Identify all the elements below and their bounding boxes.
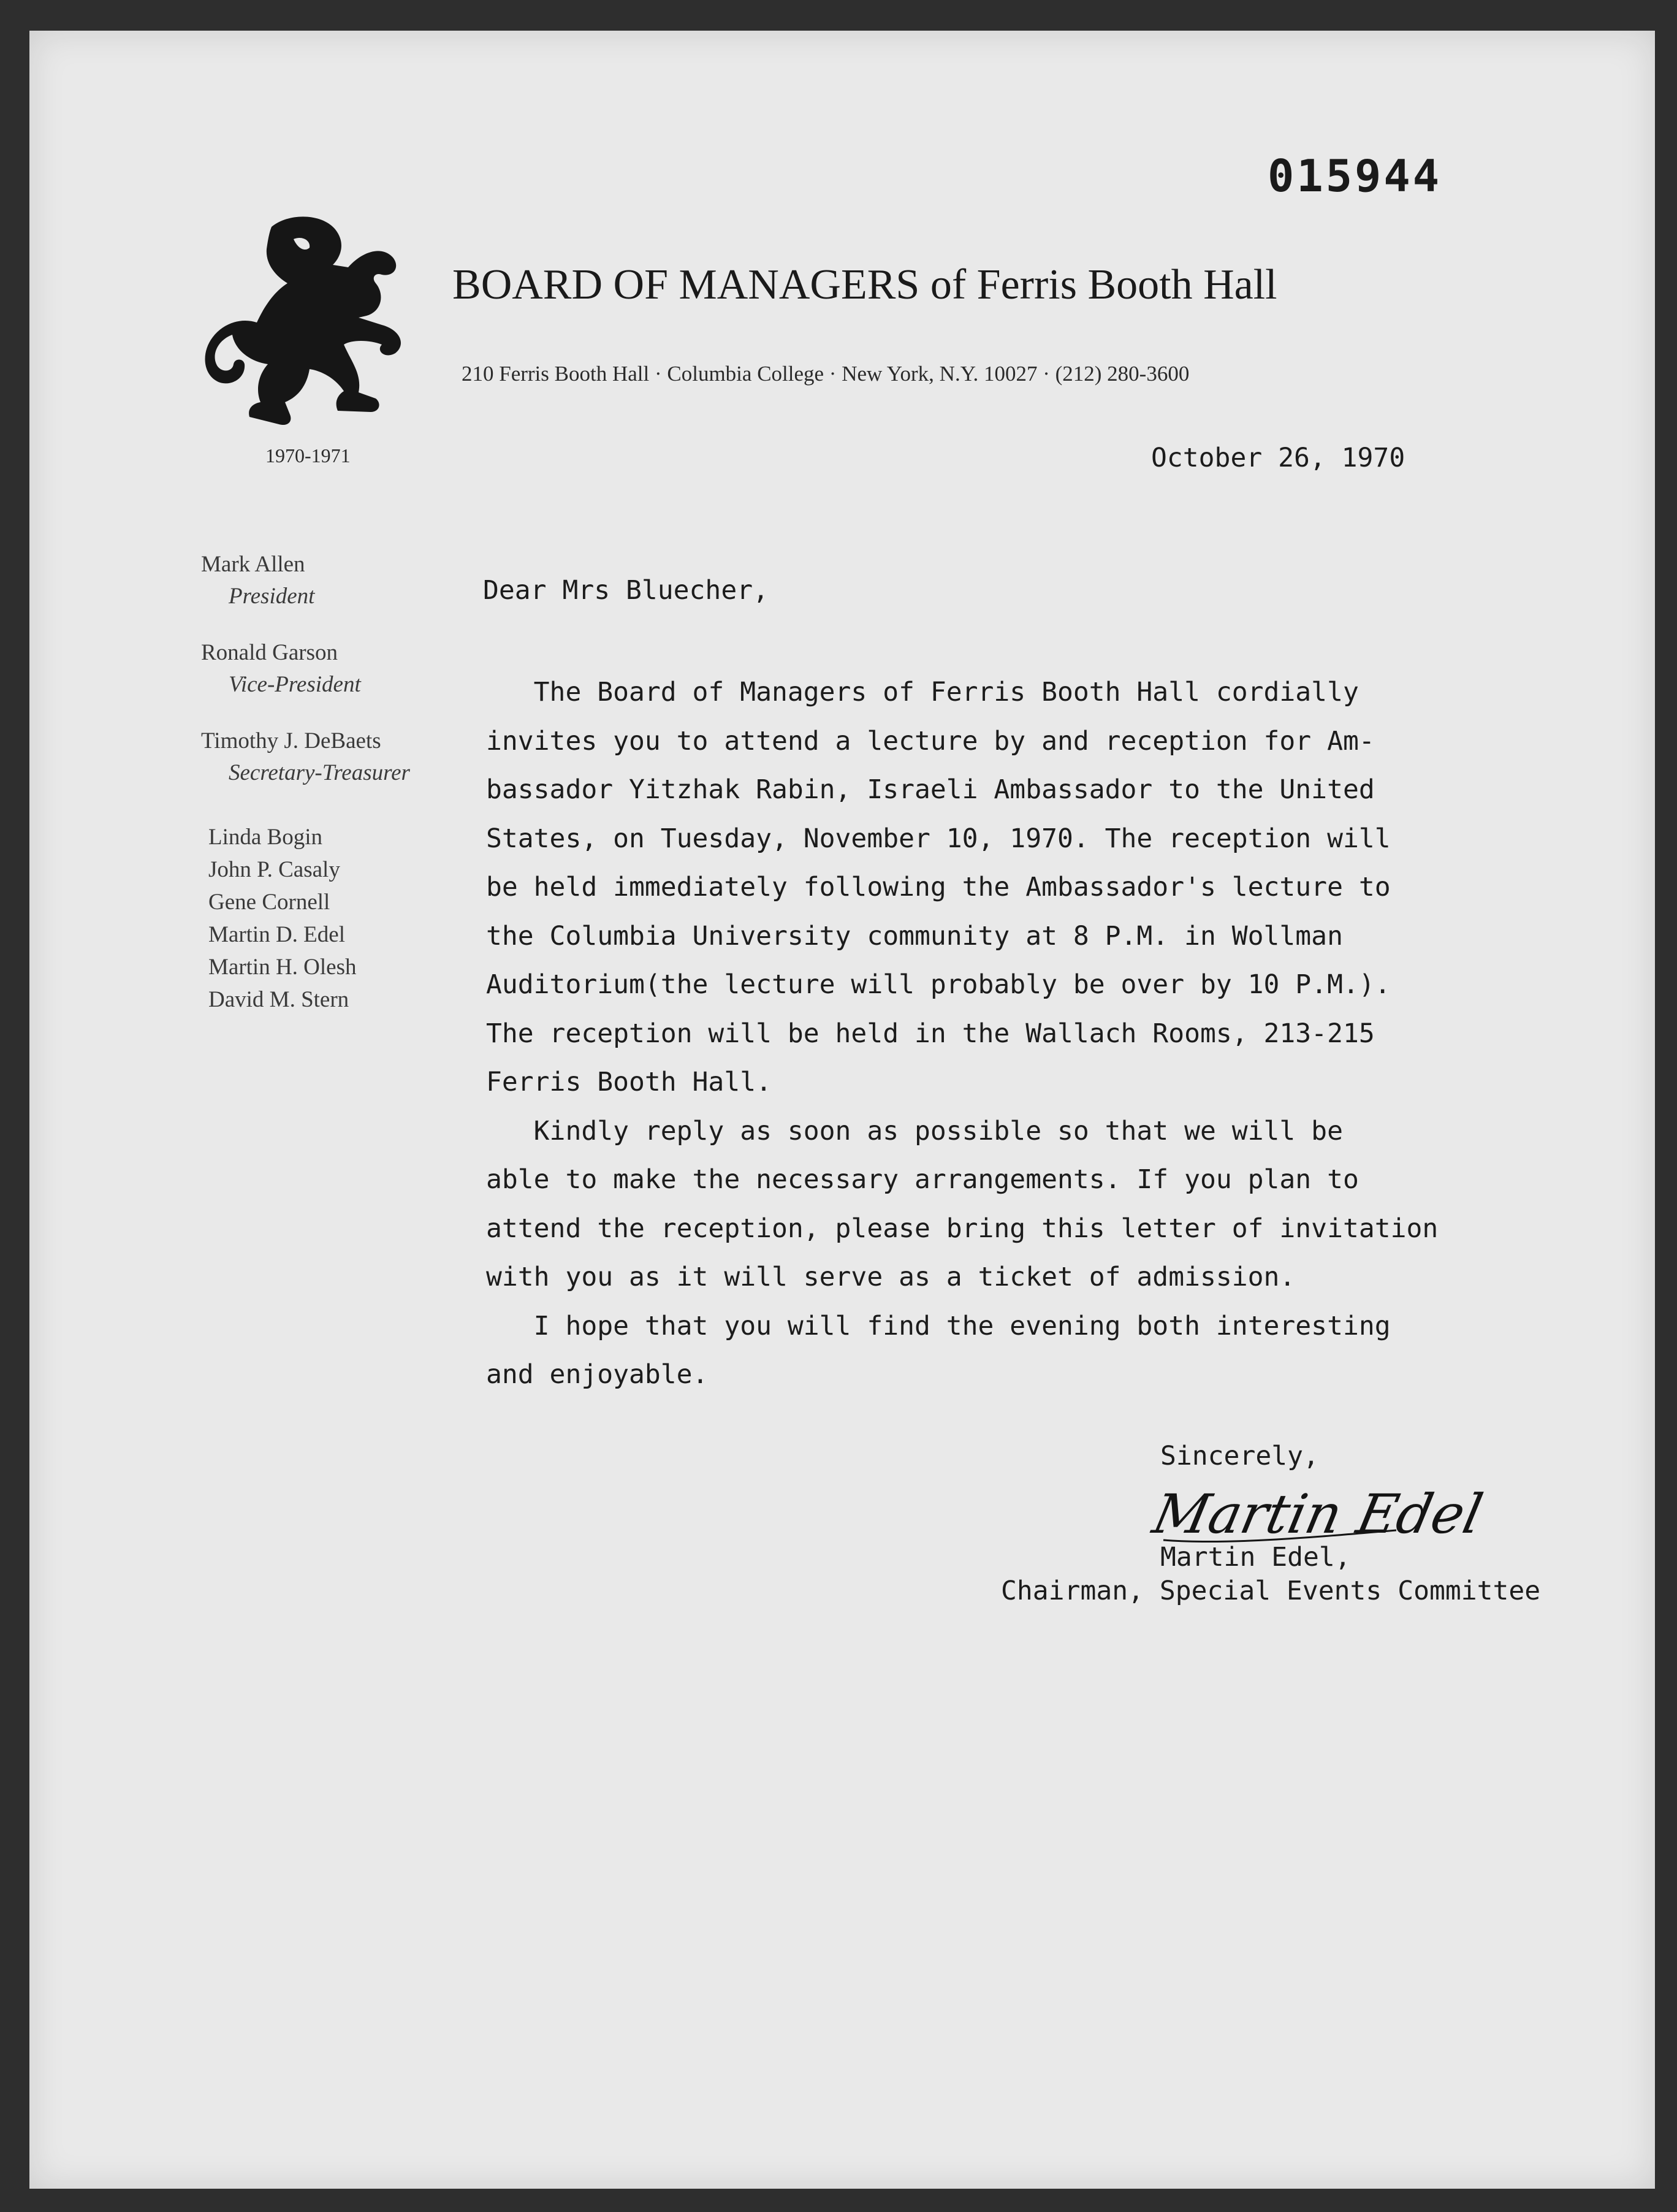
closing: Sincerely, [1160, 1441, 1319, 1471]
member-name: Martin D. Edel [208, 922, 345, 947]
officer-role: Vice-President [229, 672, 361, 697]
document-number: 015944 [1268, 150, 1442, 202]
letter-date: October 26, 1970 [1151, 443, 1405, 473]
member-name: Linda Bogin [208, 825, 323, 850]
signer-name: Martin Edel, [1160, 1542, 1351, 1573]
board-roster [201, 549, 410, 1016]
letter-page [29, 31, 1655, 2189]
officer-name: Timothy J. DeBaets [201, 728, 381, 753]
letterhead-address: 210 Ferris Booth Hall · Columbia College · New York, N.Y. 10027 · (212) 280-3600 [462, 362, 1190, 386]
officer-name: Mark Allen [201, 552, 305, 577]
member-name: Gene Cornell [208, 890, 330, 915]
organization-name: BOARD OF MANAGERS of Ferris Booth Hall [452, 261, 1277, 308]
paragraph: Kindly reply as soon as possible so that we will be able to make the necessary arrangements. If you plan to attend the reception, please bring this letter of invitation with you as it will serve as a ticket of admission. [486, 1115, 1439, 1292]
letter-body [486, 668, 1455, 1400]
paragraph: The Board of Managers of Ferris Booth Hall cordially invites you to attend a lecture by and reception for Am- bassador Yitzhak Rabin, Israeli Ambassador to the United States, on Tuesday, November 10, 1970. The reception will be held immediately following the Ambassador's lecture to the Columbia University community at 8 P.M. in Wollman Auditorium(the lecture will probably be over by 10 P.M.). The reception will be held in the Wallach Rooms, 213-215 Ferris Booth Hall. [486, 677, 1391, 1097]
officer-secretary-treasurer [201, 725, 410, 789]
officer-role: President [229, 584, 315, 609]
member-name: John P. Casaly [208, 857, 340, 882]
salutation: Dear Mrs Bluecher, [483, 575, 769, 606]
member-list [201, 814, 410, 1016]
member-name: Martin H. Olesh [208, 955, 357, 980]
member-name: David M. Stern [208, 987, 349, 1012]
signature-text: Martin Edel [1147, 1482, 1488, 1546]
board-years: 1970-1971 [265, 444, 351, 467]
officer-role: Secretary-Treasurer [229, 760, 410, 785]
officer-name: Ronald Garson [201, 640, 338, 665]
heraldic-lion-icon [198, 208, 409, 429]
signer-title: Chairman, Special Events Committee [1001, 1576, 1541, 1606]
paragraph: I hope that you will find the evening both interesting and enjoyable. [486, 1310, 1391, 1390]
officer-vice-president [201, 637, 410, 701]
officer-president [201, 549, 410, 612]
